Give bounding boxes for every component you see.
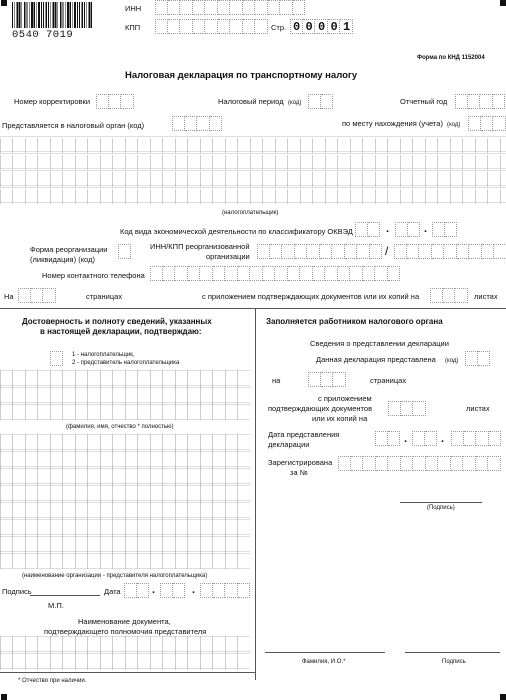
fio-caption-right: Фамилия, И.О.* bbox=[302, 659, 346, 665]
report-year-cells[interactable] bbox=[455, 94, 505, 109]
right-sheets-label: листах bbox=[466, 404, 490, 413]
page-label: Стр. bbox=[271, 23, 287, 32]
org-caption: (наименование организации - представителя налогоплательщика) bbox=[22, 573, 208, 579]
sheets-label: листах bbox=[474, 292, 498, 301]
right-pages-label: страницах bbox=[370, 376, 407, 385]
signer-type-cell[interactable] bbox=[50, 351, 63, 366]
submitted-label: Данная декларация представлена bbox=[316, 355, 436, 364]
date-separator: . bbox=[152, 584, 156, 596]
submitted-to-label: Представляется в налоговый орган (код) bbox=[2, 121, 145, 130]
tax-period-cells[interactable] bbox=[308, 94, 333, 109]
signature-line-right[interactable] bbox=[400, 502, 482, 503]
kpp-cells[interactable] bbox=[155, 19, 268, 34]
okved-label: Код вида экономической деятельности по классификатору ОКВЭД bbox=[120, 227, 353, 236]
page-digit: 0 bbox=[293, 20, 301, 34]
submitted-code-cells[interactable] bbox=[465, 351, 490, 366]
okved-separator: . bbox=[386, 223, 390, 235]
page-digit: 0 bbox=[330, 20, 338, 34]
okved-cells-1[interactable] bbox=[355, 222, 380, 237]
fio-caption: (фамилия, имя, отчество * полностью) bbox=[66, 424, 174, 430]
fio-line-right[interactable] bbox=[265, 652, 385, 653]
inn-cells[interactable] bbox=[155, 0, 305, 15]
correction-cells[interactable] bbox=[96, 94, 134, 109]
confirm-heading-1: Достоверность и полноту сведений, указанных bbox=[22, 317, 212, 326]
right-pages-cells[interactable] bbox=[308, 372, 346, 387]
page-digit: 0 bbox=[318, 20, 326, 34]
registration-cells[interactable] bbox=[338, 456, 501, 471]
stamp-label: М.П. bbox=[48, 601, 64, 610]
signature-caption: (Подпись) bbox=[427, 505, 455, 511]
org-grid[interactable] bbox=[0, 434, 250, 569]
corner-marker bbox=[500, 694, 506, 700]
corner-marker bbox=[1, 694, 7, 700]
attach-label-3: или их копий на bbox=[312, 414, 368, 423]
right-date-day[interactable] bbox=[375, 431, 400, 446]
submitted-code: (код) bbox=[445, 358, 459, 364]
submitted-to-cells[interactable] bbox=[172, 116, 222, 131]
attach-label-1: с приложением bbox=[318, 394, 372, 403]
phone-cells[interactable] bbox=[150, 266, 400, 281]
page-title: Налоговая декларация по транспортному налогу bbox=[125, 70, 358, 81]
reorg-inn-cells[interactable] bbox=[257, 244, 382, 259]
reorg-form-label: Форма реорганизации bbox=[30, 245, 108, 254]
location-label: по месту нахождения (учета) bbox=[342, 119, 443, 128]
date-separator: . bbox=[192, 584, 196, 596]
corner-marker bbox=[500, 0, 506, 6]
okved-cells-2[interactable] bbox=[395, 222, 420, 237]
option-1: 1 - налогоплательщик, bbox=[72, 352, 135, 358]
option-2: 2 - представитель налогоплательщика bbox=[72, 360, 180, 366]
barcode bbox=[12, 2, 92, 28]
signature-caption-right: Подпись bbox=[442, 659, 466, 665]
doc-label-2: подтверждающего полномочия представителя bbox=[44, 627, 207, 636]
confirm-heading-2: в настоящей декларации, подтверждаю: bbox=[40, 327, 202, 336]
registered-label-2: за № bbox=[290, 468, 308, 477]
form-code: Форма по КНД 1152004 bbox=[417, 55, 485, 61]
kpp-label: КПП bbox=[125, 23, 141, 32]
on-label: На bbox=[4, 292, 14, 301]
date-submitted-1: Дата представления bbox=[268, 430, 340, 439]
okved-separator: . bbox=[424, 223, 428, 235]
doc-label-1: Наименование документа, bbox=[78, 617, 171, 626]
pages-cells[interactable] bbox=[18, 288, 56, 303]
registered-label-1: Зарегистрирована bbox=[268, 458, 333, 467]
right-date-month[interactable] bbox=[412, 431, 437, 446]
phone-label: Номер контактного телефона bbox=[42, 271, 145, 280]
date-separator: . bbox=[441, 433, 445, 445]
doc-grid[interactable] bbox=[0, 636, 250, 670]
location-code: (код) bbox=[447, 122, 461, 128]
reorg-inn-kpp-label: ИНН/КПП реорганизованной bbox=[150, 242, 250, 251]
attach-label-2: подтверждающих документов bbox=[268, 404, 373, 413]
reorg-form-cell[interactable] bbox=[118, 244, 131, 259]
date-month-cells[interactable] bbox=[160, 583, 185, 598]
barcode-number: 0540 7019 bbox=[12, 29, 74, 41]
right-on-label: на bbox=[272, 376, 281, 385]
tax-office-heading: Заполняется работником налогового органа bbox=[266, 317, 443, 326]
section-divider bbox=[0, 308, 506, 309]
fio-grid[interactable] bbox=[0, 370, 250, 420]
date-day-cells[interactable] bbox=[124, 583, 149, 598]
signature-label: Подпись bbox=[2, 587, 32, 596]
date-separator: . bbox=[404, 433, 408, 445]
reorg-inn-kpp-label-2: организации bbox=[206, 252, 250, 261]
report-year-label: Отчетный год bbox=[400, 97, 448, 106]
page-digit: 0 bbox=[305, 20, 313, 34]
tax-period-code: (код) bbox=[288, 100, 302, 106]
location-cells[interactable] bbox=[468, 116, 506, 131]
attachments-label: с приложением подтверждающих документов или их копий на bbox=[202, 292, 420, 301]
date-submitted-2: декларации bbox=[268, 440, 310, 449]
right-date-year[interactable] bbox=[451, 431, 501, 446]
column-divider bbox=[255, 308, 256, 680]
page-digit: 1 bbox=[343, 20, 351, 34]
footer-divider bbox=[0, 672, 255, 673]
reorg-kpp-cells[interactable] bbox=[394, 244, 506, 259]
footnote: * Отчество при наличии. bbox=[18, 678, 87, 684]
correction-label: Номер корректировки bbox=[14, 97, 91, 106]
attachments-cells[interactable] bbox=[430, 288, 468, 303]
reorg-form-label-2: (ликвидация) (код) bbox=[30, 255, 95, 264]
right-attach-cells[interactable] bbox=[388, 401, 426, 416]
okved-cells-3[interactable] bbox=[432, 222, 457, 237]
signature-line[interactable] bbox=[30, 595, 100, 596]
date-year-cells[interactable] bbox=[200, 583, 250, 598]
corner-marker bbox=[1, 0, 7, 6]
inn-label: ИНН bbox=[125, 4, 142, 13]
taxpayer-caption: (налогоплательщик) bbox=[222, 210, 279, 216]
submission-info: Сведения о представлении декларации bbox=[310, 339, 449, 348]
tax-period-label: Налоговый период bbox=[218, 97, 284, 106]
grid-row-lines bbox=[0, 136, 506, 204]
inn-kpp-slash: / bbox=[385, 244, 389, 258]
date-label: Дата bbox=[104, 587, 121, 596]
pages-label: страницах bbox=[86, 292, 123, 301]
signature-line-right-2[interactable] bbox=[405, 652, 500, 653]
